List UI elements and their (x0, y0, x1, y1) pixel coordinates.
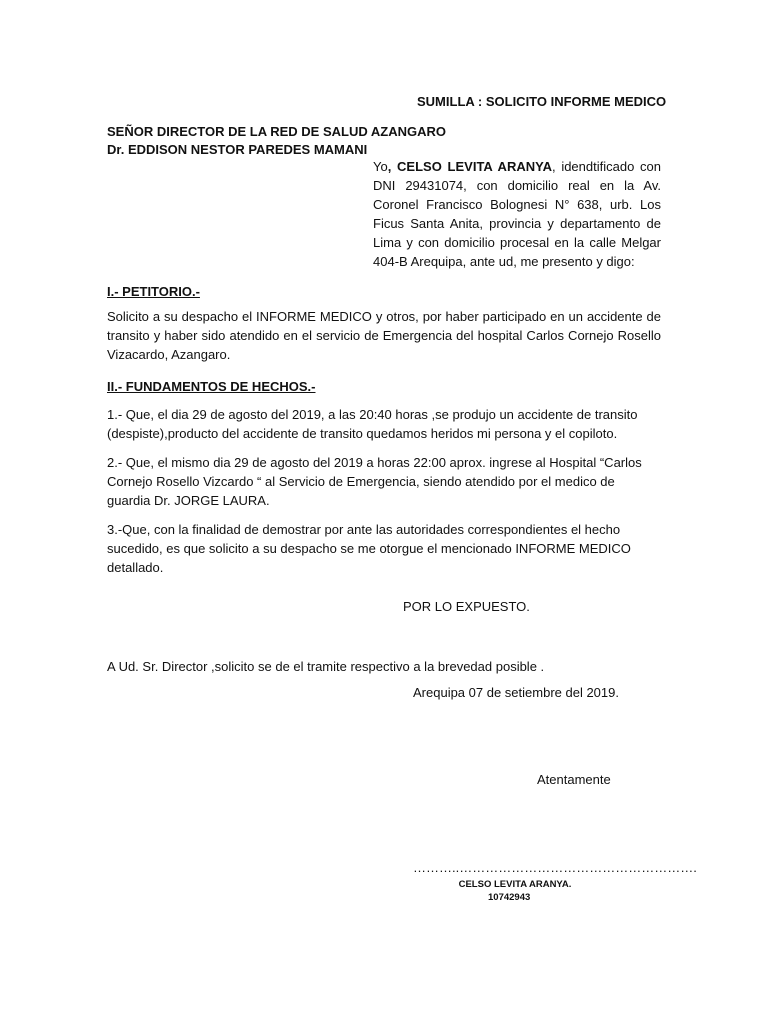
fundamento-2: 2.- Que, el mismo dia 29 de agosto del 2019 a horas 22:00 aprox. ingrese al Hospital “Carlos Cornejo Rosello Vizcardo “ al Servicio de Emergencia, siendo atendido por el medico de guardia Dr. JORGE LAURA. (107, 455, 642, 508)
intro-yo: Yo (373, 159, 388, 174)
atentamente: Atentamente (537, 772, 611, 787)
por-lo-expuesto: POR LO EXPUESTO. (403, 599, 530, 614)
petitorio-heading: I.- PETITORIO.- (107, 284, 200, 299)
place-date: Arequipa 07 de setiembre del 2019. (413, 685, 619, 700)
petitorio-text: Solicito a su despacho el INFORME MEDICO y otros, por haber participado en un accidente de transito y haber sido atendido en el servicio de Emergencia del hospital Carlos Cornejo Rosello Vizacardo, Azangaro. (107, 309, 661, 362)
signatory-dni: 10742943 (488, 892, 531, 903)
addressee-line-2: Dr. EDDISON NESTOR PAREDES MAMANI (107, 142, 368, 157)
fundamento-1: 1.- Que, el dia 29 de agosto del 2019, a las 20:40 horas ,se produjo un accidente de transito (despiste),producto del accidente de transito quedamos heridos mi persona y el copiloto. (107, 407, 638, 441)
intro-details: , idendtificado con DNI 29431074, con domicilio real en la Av. Coronel Francisco Bolognesi N° 638, urb. Los Ficus Santa Anita, provincia y departamento de Lima y con domicilio procesal en la calle Melgar 404-B Arequipa, ante ud, me presento y digo: (373, 159, 661, 269)
closing-request: A Ud. Sr. Director ,solicito se de el tramite respectivo a la brevedad posible . (107, 659, 545, 674)
fundamentos-heading: II.- FUNDAMENTOS DE HECHOS.- (107, 379, 316, 394)
sumilla: SUMILLA : SOLICITO INFORME MEDICO (417, 94, 667, 109)
applicant-name: , CELSO LEVITA ARANYA (387, 159, 552, 174)
signatory-name: CELSO LEVITA ARANYA. (458, 879, 572, 890)
addressee-line-1: SEÑOR DIRECTOR DE LA RED DE SALUD AZANGARO (107, 124, 446, 139)
signature-line: ………..………………………………………………. (413, 860, 697, 875)
fundamento-3: 3.-Que, con la finalidad de demostrar por ante las autoridades correspondientes el hecho sucedido, es que solicito a su despacho se me otorgue el mencionado INFORME MEDICO detallado. (107, 522, 631, 575)
intro-paragraph (373, 157, 661, 271)
